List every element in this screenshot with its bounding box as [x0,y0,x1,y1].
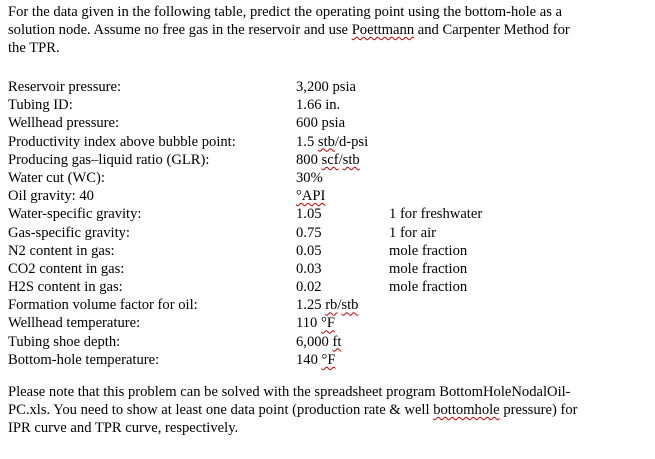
table-row-n2-content [8,242,648,260]
row-value: °API [296,188,326,205]
intro-line-1: For the data given in the following table, predict the operating point using the bottom-hole as a [8,4,563,20]
problem-note [8,383,648,437]
data-table [8,78,648,369]
value-number: 800 [296,151,322,168]
row-label: Tubing ID: [8,97,73,114]
row-value: 0.05 [296,242,322,259]
row-value: 0.03 [296,260,322,277]
table-row-water-cut [8,169,648,187]
outro-word-bottomhole: bottomhole [433,402,500,418]
value-unit-slash: / [337,297,342,314]
row-value: 1.05 [296,206,322,223]
outro-line-1: Please note that this problem can be solved with the spreadsheet program BottomHoleNodalOil- [8,384,571,400]
row-label: Wellhead temperature: [8,315,141,332]
row-value: 30% [296,169,323,186]
value-unit-stb: stb [317,133,335,150]
row-value: 3,200 psia [296,79,356,95]
row-value [296,333,341,351]
table-row-tubing-id [8,96,648,114]
row-label: Productivity index above bubble point: [8,133,236,150]
row-label: Wellhead pressure: [8,115,120,132]
table-row-wellhead-temperature [8,314,648,332]
row-value [296,296,358,314]
value-unit-rest: /d-psi [334,133,369,150]
outro-line-2c: pressure) for [499,402,578,418]
value-number: 6,000 [296,333,333,350]
row-label: Gas-specific gravity: [8,224,130,241]
value-unit-stb: stb [342,151,360,168]
row-note: 1 for air [389,224,437,241]
row-label: CO2 content in gas: [8,260,125,277]
value-number: 1.5 [296,133,318,150]
row-label: Reservoir pressure: [8,79,122,95]
row-value: 600 psia [296,115,346,132]
value-unit-slash: / [338,151,343,168]
table-row-tubing-shoe-depth [8,333,648,351]
table-row-reservoir-pressure [8,78,648,96]
table-row-water-specific-gravity [8,205,648,223]
value-unit-f: °F [321,351,336,368]
table-row-bottom-hole-temperature [8,351,648,369]
row-label: Oil gravity: 40 [8,188,94,205]
row-label: Producing gas–liquid ratio (GLR): [8,151,210,168]
row-value: 0.02 [296,279,322,296]
intro-line-3: the TPR. [8,40,60,56]
outro-line-2a: PC.xls. You need to show at least one data point (production rate & well [8,402,434,418]
row-value [296,133,368,151]
value-number: 1.25 [296,297,326,314]
table-row-h2s-content [8,278,648,296]
row-note: mole fraction [389,279,468,296]
row-label: Formation volume factor for oil: [8,297,198,314]
outro-line-3: IPR curve and TPR curve, respectively. [8,420,239,436]
row-value: 0.75 [296,224,322,241]
table-row-glr [8,151,648,169]
value-unit-f: °F [321,315,335,332]
row-value [296,351,336,369]
table-row-formation-volume-factor [8,296,648,314]
row-label: H2S content in gas: [8,279,123,296]
row-note: 1 for freshwater [389,206,483,223]
row-value [296,314,335,332]
table-row-oil-gravity [8,187,648,205]
value-unit-stb: stb [341,297,359,314]
row-note: mole fraction [389,242,468,259]
table-row-productivity-index [8,133,648,151]
row-label: Bottom-hole temperature: [8,351,160,368]
value-number: 110 [296,315,321,332]
intro-line-2c: and Carpenter Method for [414,22,570,38]
value-unit-ft: ft [332,333,342,350]
row-label: Tubing shoe depth: [8,333,121,350]
row-value: 1.66 in. [296,97,341,114]
intro-line-2a: solution node. Assume no free gas in the reservoir and use [8,22,352,38]
value-unit-rb: rb [325,297,338,314]
row-label: N2 content in gas: [8,242,115,259]
table-row-co2-content [8,260,648,278]
row-label: Water cut (WC): [8,169,105,186]
row-value [296,151,360,169]
row-label: Water-specific gravity: [8,206,142,223]
table-row-wellhead-pressure [8,114,648,132]
problem-intro [8,3,648,57]
row-note: mole fraction [389,260,468,277]
table-row-gas-specific-gravity [8,224,648,242]
value-number: 140 [296,351,322,368]
intro-word-poettmann: Poettmann [351,22,415,38]
value-unit-scf: scf [321,151,339,168]
